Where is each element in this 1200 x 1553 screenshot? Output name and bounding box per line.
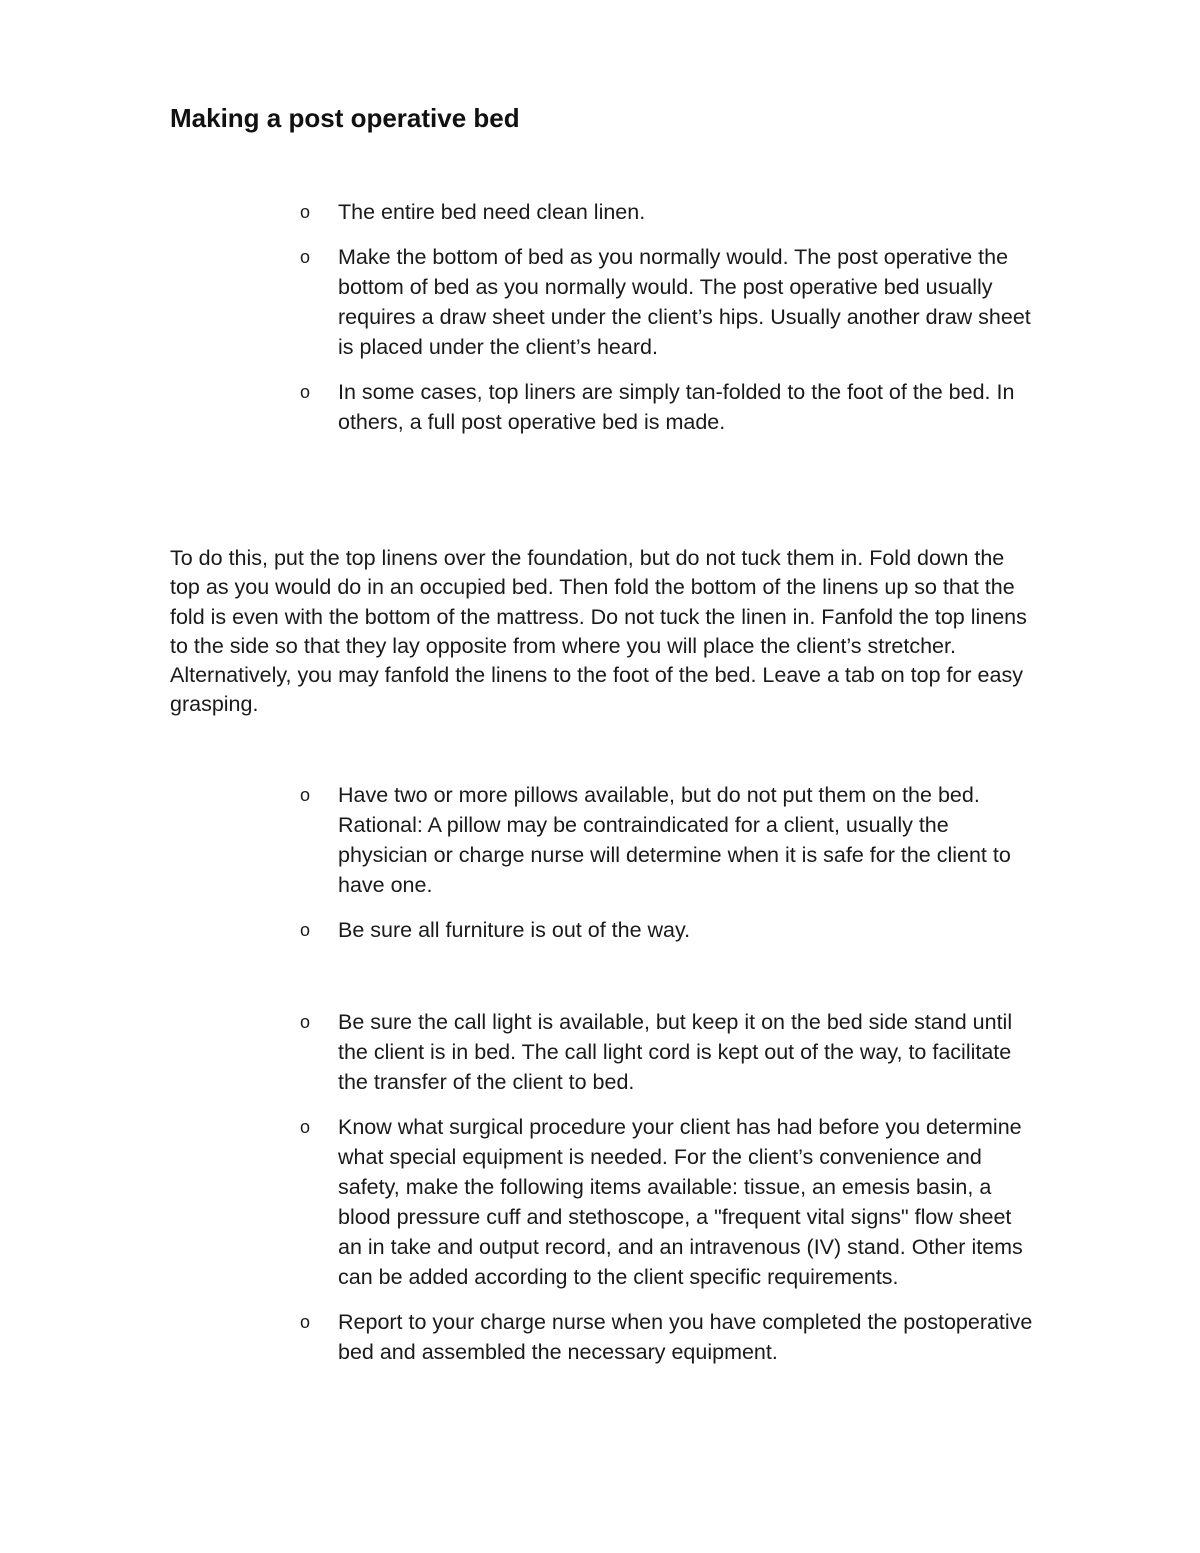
- list-item-text: The entire bed need clean linen.: [338, 200, 646, 224]
- list-item-text: Be sure all furniture is out of the way.: [338, 918, 691, 942]
- list-item-text: In some cases, top liners are simply tan-folded to the foot of the bed. In others, a full post operative bed is made.: [338, 380, 1015, 434]
- bullet-list-2: [300, 780, 1040, 960]
- list-item: [300, 197, 1040, 227]
- list-item: [300, 915, 1040, 945]
- list-item-text: Have two or more pillows available, but do not put them on the bed. Rational: A pillow may be contraindicated for a client, usually the physician or charge nurse will determine when it is safe for the client to have one.: [338, 783, 1011, 897]
- bullet-list-3: [300, 1007, 1040, 1382]
- bullet-icon: o: [300, 785, 311, 805]
- bullet-icon: o: [300, 1117, 311, 1137]
- list-item-text: Know what surgical procedure your client has had before you determine what special equipment is needed. For the client’s convenience and safety, make the following items available: tissue, an emesis basin, a blood pressure cuff and stethoscope, a "frequent vital signs" flow sheet an in take and output record, and an intravenous (IV) stand. Other items can be added according to the client specific requirements.: [338, 1115, 1023, 1289]
- page-title: Making a post operative bed: [170, 103, 520, 133]
- bullet-icon: o: [300, 1312, 311, 1332]
- bullet-list-1: [300, 197, 1040, 452]
- bullet-icon: o: [300, 202, 311, 222]
- bullet-icon: o: [300, 920, 311, 940]
- list-item: [300, 242, 1040, 362]
- body-paragraph: To do this, put the top linens over the foundation, but do not tuck them in. Fold down the top as you would do in an occupied bed. Then fold the bottom of the linens up so that the fold is even with the bottom of the mattress. Do not tuck the linen in. Fanfold the top linens to the side so that they lay opposite from where you will place the client’s stretcher. Alternatively, you may fanfold the linens to the foot of the bed. Leave a tab on top for easy grasping.: [170, 546, 1027, 717]
- list-item-text: Be sure the call light is available, but keep it on the bed side stand until the client is in bed. The call light cord is kept out of the way, to facilitate the transfer of the client to bed.: [338, 1010, 1013, 1094]
- bullet-icon: o: [300, 382, 311, 402]
- bullet-icon: o: [300, 247, 311, 267]
- list-item: [300, 780, 1040, 900]
- list-item-text: Report to your charge nurse when you have completed the postoperative bed and assembled the necessary equipment.: [338, 1310, 1033, 1364]
- bullet-icon: o: [300, 1012, 311, 1032]
- list-item: [300, 377, 1040, 437]
- list-item: [300, 1307, 1040, 1367]
- list-item: [300, 1007, 1040, 1097]
- list-item: [300, 1112, 1040, 1292]
- list-item-text: Make the bottom of bed as you normally would. The post operative the bottom of bed as you normally would. The post operative bed usually requires a draw sheet under the client’s hips. Usually another draw sheet is placed under the client’s heard.: [338, 245, 1031, 359]
